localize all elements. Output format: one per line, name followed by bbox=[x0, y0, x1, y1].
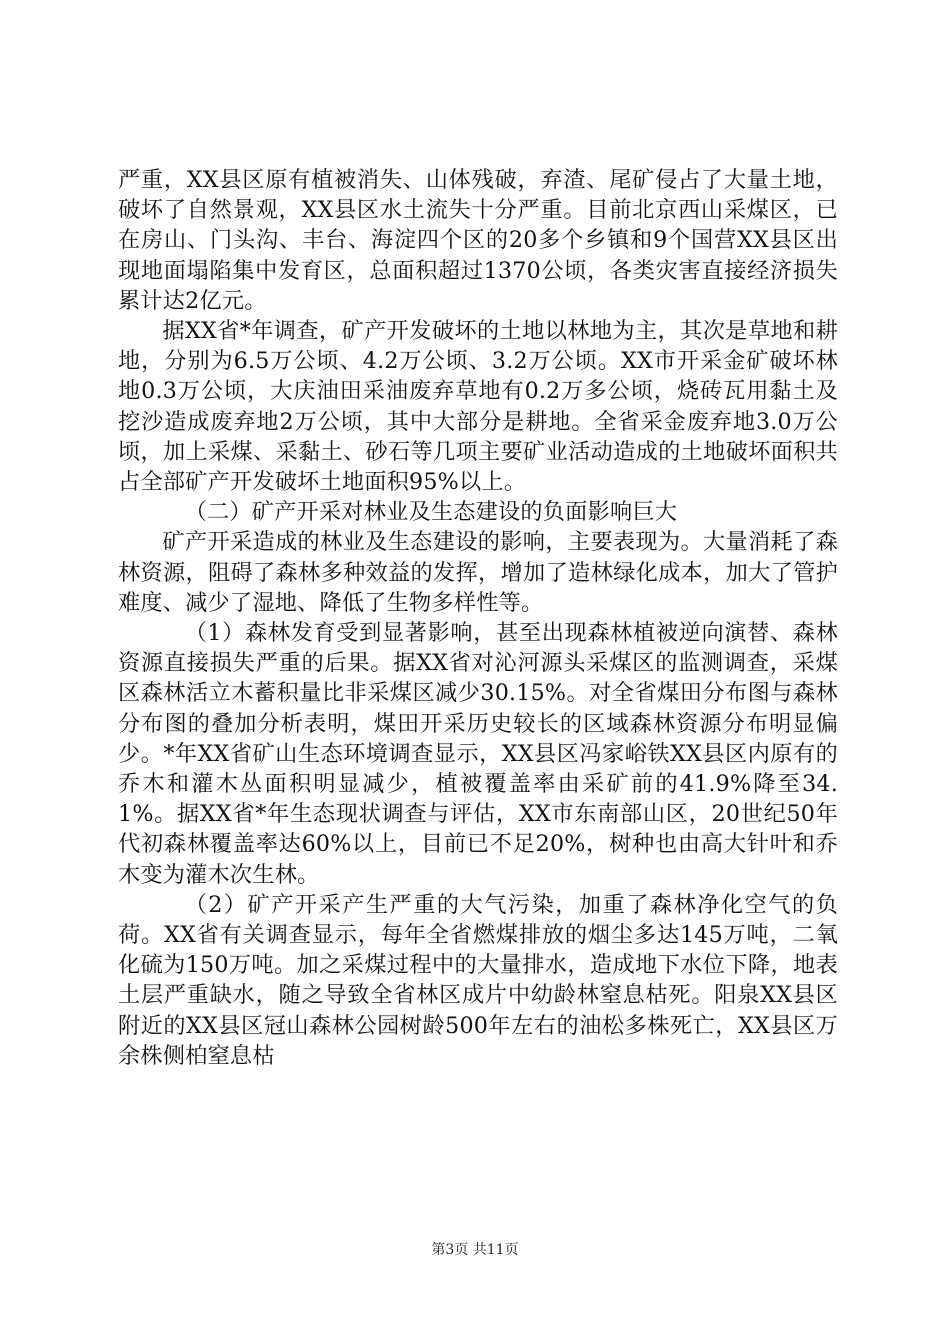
page-number-footer: 第3页 共11页 bbox=[431, 1242, 519, 1258]
paragraph-point-1: （1）森林发育受到显著影响，甚至出现森林植被逆向演替、森林资源直接损失严重的后果。据XX省对沁河源头采煤区的监测调查，采煤区森林活立木蓄积量比非采煤区减少30.15%。对全省煤田分布图与森林分布图的叠加分析表明，煤田开采历史较长的区域森林资源分布明显偏少。*年XX省矿山生态环境调查显示，XX县区冯家峪铁XX县区内原有的乔木和灌木丛面积明显减少，植被覆盖率由采矿前的41.9%降至34.1%。据XX省*年生态现状调查与评估，XX市东南部山区，20世纪50年代初森林覆盖率达60%以上，目前已不足20%，树种也由高大针叶和乔木变为灌木次生林。 bbox=[118, 620, 838, 888]
paragraph-impact-summary: 矿产开采造成的林业及生态建设的影响，主要表现为。大量消耗了森林资源，阻碍了森林多种效益的发挥，增加了造林绿化成本，加大了管护难度、减少了湿地、降低了生物多样性等。 bbox=[118, 529, 838, 616]
paragraph-continuation: 严重，XX县区原有植被消失、山体残破，弃渣、尾矿侵占了大量土地，破坏了自然景观，XX县区水土流失十分严重。目前北京西山采煤区，已在房山、门头沟、丰台、海淀四个区的20多个乡镇和9个国营XX县区出现地面塌陷集中发育区，总面积超过1370公顷，各类灾害直接经济损失累计达2亿元。 bbox=[118, 167, 838, 314]
paragraph-point-2: （2）矿产开采产生严重的大气污染，加重了森林净化空气的负荷。XX省有关调查显示，每年全省燃煤排放的烟尘多达145万吨，二氧化硫为150万吨。加之采煤过程中的大量排水，造成地下水位下降，地表土层严重缺水，随之导致全省林区成片中幼龄林窒息枯死。阳泉XX县区附近的XX县区冠山森林公园树龄500年左右的油松多株死亡，XX县区万余株侧柏窒息枯 bbox=[118, 891, 838, 1069]
paragraph-land-survey: 据XX省*年调查，矿产开发破坏的土地以林地为主，其次是草地和耕地，分别为6.5万公顷、4.2万公顷、3.2万公顷。XX市开采金矿破坏林地0.3万公顷，大庆油田采油废弃草地有0.2万多公顷，烧砖瓦用黏土及挖沙造成废弃地2万公顷，其中大部分是耕地。全省采金废弃地3.0万公顷，加上采煤、采黏土、砂石等几项主要矿业活动造成的土地破坏面积共占全部矿产开发破坏土地面积95%以上。 bbox=[118, 318, 838, 496]
section-heading: （二）矿产开采对林业及生态建设的负面影响巨大 bbox=[184, 499, 678, 526]
body-text bbox=[118, 165, 838, 1071]
